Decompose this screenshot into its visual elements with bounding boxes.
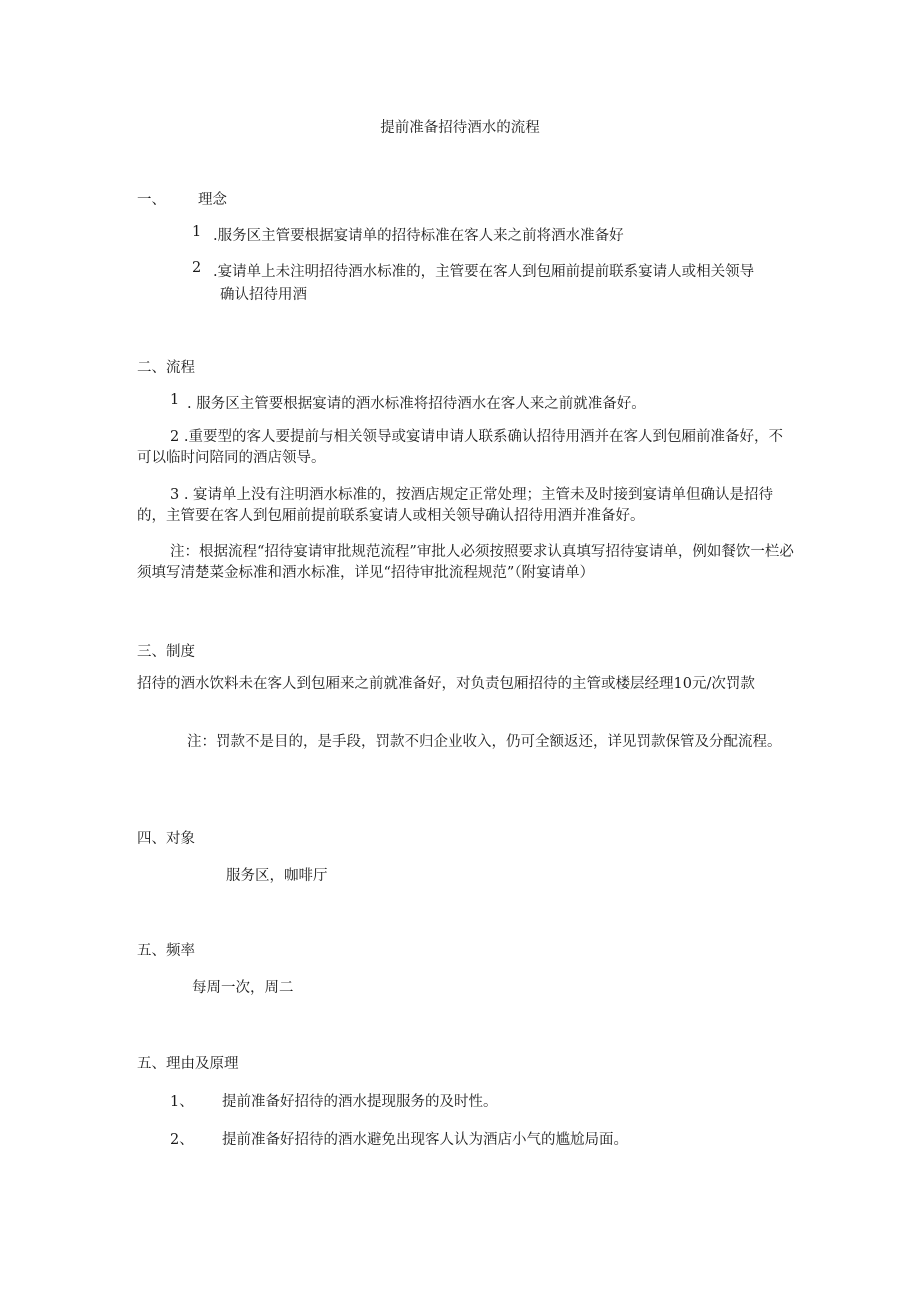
section-6-item-1-text: 提前准备好招待的酒水提现服务的及时性。 [222, 1094, 498, 1110]
section-2-item-2-number: 2 [170, 429, 180, 445]
section-1-item-2-number: 2 [192, 260, 202, 276]
section-3-heading: 三、制度 [137, 644, 195, 660]
section-2-item-1-number: 1 [170, 392, 180, 408]
section-6-item-2-text: 提前准备好招待的酒水避免出现客人认为酒店小气的尴尬局面。 [222, 1132, 628, 1148]
section-1-number: 一、 [137, 192, 166, 208]
section-2-item-3-paragraph [137, 485, 797, 527]
section-2-item-2-text: .重要型的客人要提前与相关领导或宴请申请人联系确认招待用酒并在客人到包厢前准备好，不可以临时问陪同的酒店领导。 [137, 429, 783, 466]
section-2-item-1-text: . 服务区主管要根据宴请的酒水标准将招待酒水在客人来之前就准备好。 [187, 396, 646, 412]
section-1-heading: 理念 [198, 192, 227, 208]
section-2-item-3-number: 3 [170, 487, 180, 503]
section-5-heading: 五、频率 [137, 943, 195, 959]
section-1-item-1-number: 1 [192, 224, 202, 240]
section-3-rule: 招待的酒水饮料未在客人到包厢来之前就准备好，对负责包厢招待的主管或楼层经理10元/次罚款 [137, 676, 755, 692]
section-6-heading: 五、理由及原理 [137, 1056, 239, 1072]
section-5-content: 每周一次，周二 [192, 980, 294, 996]
section-2-item-3-text: . 宴请单上没有注明酒水标准的，按酒店规定正常处理；主管未及时接到宴请单但确认是招待的，主管要在客人到包厢前提前联系宴请人或相关领导确认招待用酒并准备好。 [137, 487, 774, 524]
section-6-item-1-number: 1、 [170, 1094, 194, 1110]
section-1-item-2-text-line-2: 确认招待用酒 [220, 287, 307, 303]
section-4-content: 服务区，咖啡厅 [226, 868, 328, 884]
section-4-heading: 四、对象 [137, 831, 195, 847]
section-6-item-2-number: 2、 [170, 1132, 194, 1148]
section-3-note: 注：罚款不是目的，是手段，罚款不归企业收入，仍可全额返还，详见罚款保管及分配流程。 [187, 734, 782, 750]
section-1-item-2-text-line-1: .宴请单上未注明招待酒水标准的，主管要在客人到包厢前提前联系宴请人或相关领导 [213, 264, 755, 280]
document-title: 提前准备招待酒水的流程 [380, 120, 540, 136]
section-2-item-2-paragraph [137, 427, 797, 469]
section-2-heading: 二、流程 [137, 360, 195, 376]
section-2-note: 注：根据流程“招待宴请审批规范流程”审批人必须按照要求认真填写招待宴请单，例如餐饮一栏必须填写清楚菜金标准和酒水标准，详见“招待审批流程规范”（附宴请单） [137, 544, 794, 581]
section-1-item-1-text: .服务区主管要根据宴请单的招待标准在客人来之前将酒水准备好 [213, 228, 624, 244]
